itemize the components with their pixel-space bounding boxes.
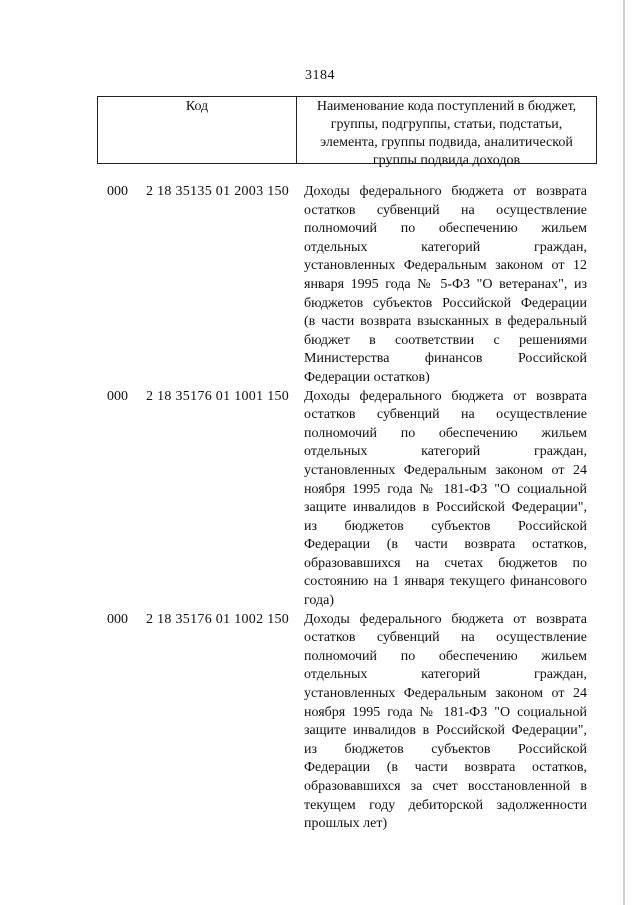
description-line: полномочий по обеспечению жильем: [304, 425, 587, 441]
description-line: января 1995 года № 5-ФЗ "О ветеранах", из: [304, 276, 587, 292]
description-line: остатков субвенций на осуществление: [304, 407, 587, 423]
admin-code: 000: [107, 611, 128, 627]
description-line: отдельных категорий граждан,: [304, 239, 587, 255]
description-line: образовавшихся за счет восстановленной в: [304, 779, 587, 794]
description-line: защите инвалидов в Российской Федерации",: [304, 500, 587, 516]
revenue-description: [304, 388, 587, 611]
description-line: Министерства финансов Российской: [304, 351, 587, 367]
table-header: [97, 96, 597, 168]
description-line: полномочий по обеспечению жильем: [304, 221, 587, 237]
table-row: [0, 183, 640, 388]
description-line: Доходы федерального бюджета от возврата: [304, 388, 587, 404]
description-line: полномочий по обеспечению жильем: [304, 648, 587, 664]
description-line: Федерации (в части возврата остатков,: [304, 537, 587, 553]
description-line: бюджет в соответствии с решениями: [304, 332, 587, 348]
description-line: защите инвалидов в Российской Федерации",: [304, 723, 587, 739]
revenue-code: 2 18 35176 01 1002 150: [146, 611, 290, 627]
table-body: [0, 183, 640, 834]
description-line: Федерации (в части возврата остатков,: [304, 760, 587, 776]
header-name-line: Наименование кода поступлений в бюджет,: [316, 99, 577, 114]
revenue-description: [304, 611, 587, 834]
revenue-description: [304, 183, 587, 388]
description-line: установленных Федеральным законом от 24: [304, 686, 587, 702]
description-line: остатков субвенций на осуществление: [304, 202, 587, 218]
header-name-line: группы, подгруппы, статьи, подстатьи,: [330, 117, 563, 132]
header-name-cell: [297, 97, 596, 168]
description-line: ноября 1995 года № 181-ФЗ "О социальной: [304, 704, 587, 720]
description-line: Доходы федерального бюджета от возврата: [304, 184, 587, 199]
description-line: из бюджетов субъектов Российской: [304, 518, 587, 534]
description-line: из бюджетов субъектов Российской: [304, 741, 587, 757]
admin-code: 000: [107, 184, 128, 199]
description-line: установленных Федеральным законом от 24: [304, 462, 587, 478]
description-line: Доходы федерального бюджета от возврата: [304, 611, 587, 627]
header-code-cell: Код: [98, 97, 297, 163]
header-name-line: группы подвида доходов: [372, 153, 521, 168]
description-line: состоянию на 1 января текущего финансового: [304, 574, 587, 590]
table-row: [0, 611, 640, 834]
description-line: образовавшихся на счетах бюджетов по: [304, 555, 587, 571]
revenue-code: 2 18 35176 01 1001 150: [146, 388, 290, 404]
description-line: бюджетов субъектов Российской Федерации: [304, 295, 587, 311]
description-line: отдельных категорий граждан,: [304, 444, 587, 460]
revenue-code: 2 18 35135 01 2003 150: [146, 184, 290, 199]
description-line: ноября 1995 года № 181-ФЗ "О социальной: [304, 481, 587, 497]
page-number: 3184: [305, 68, 335, 83]
description-line: года): [304, 593, 334, 609]
description-line: установленных Федеральным законом от 12: [304, 258, 587, 274]
description-line: (в части возврата взысканных в федеральный: [304, 314, 587, 330]
admin-code: 000: [107, 388, 128, 404]
table-row: [0, 388, 640, 611]
description-line: отдельных категорий граждан,: [304, 667, 587, 683]
header-name-line: элемента, группы подвида, аналитической: [320, 135, 573, 150]
description-line: прошлых лет): [304, 816, 388, 832]
description-line: Федерации остатков): [304, 369, 430, 385]
description-line: текущем году дебиторской задолженности: [304, 797, 587, 813]
description-line: остатков субвенций на осуществление: [304, 630, 587, 646]
